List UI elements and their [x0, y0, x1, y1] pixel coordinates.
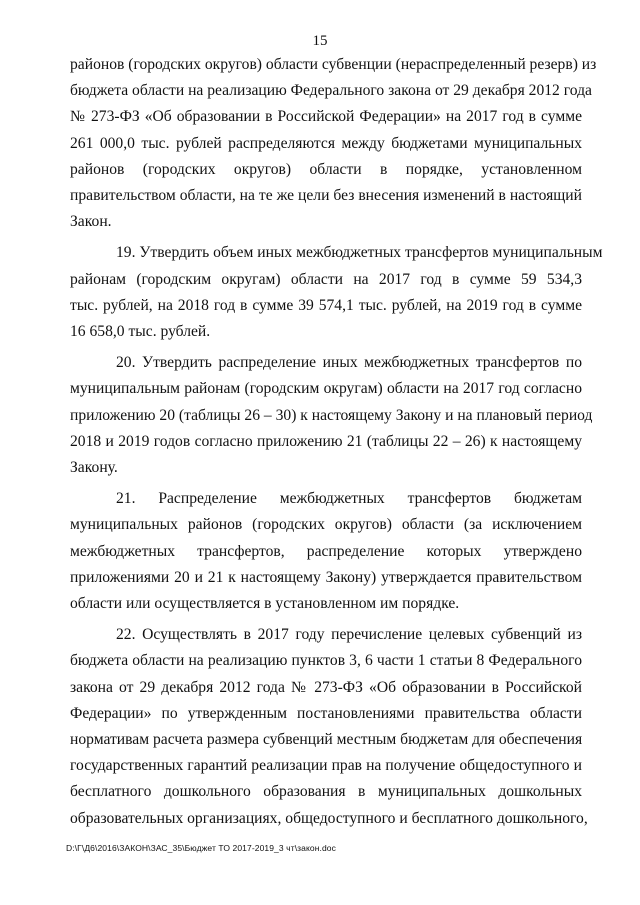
text-line: бюджета области на реализацию пунктов 3, 6 части 1 статьи 8 Федерального [70, 652, 582, 670]
text-line: тыс. рублей, на 2018 год в сумме 39 574,1 тыс. рублей, на 2019 год в сумме [70, 296, 582, 314]
text-line: государственных гарантий реализации прав на получение общедоступного и [70, 757, 582, 775]
page-number: 15 [312, 33, 328, 49]
text-line: районам (городским округам) области на 2017 год в сумме 59 534,3 [70, 270, 582, 288]
paragraph-item-22 [70, 622, 588, 832]
paragraph-continuation [70, 52, 597, 235]
paragraph-item-21 [70, 486, 582, 617]
text-line: правительством области, на те же цели без внесения изменений в настоящий [70, 187, 582, 205]
text-line: районов (городских округов) области субвенции (нераспределенный резерв) из [70, 56, 597, 73]
text-line: 19. Утвердить объем иных межбюджетных трансфертов муниципальным [116, 244, 603, 262]
text-line: образовательных организациях, общедоступного и бесплатного дошкольного, [70, 809, 588, 827]
text-line: 20. Утвердить распределение иных межбюджетных трансфертов по [116, 354, 582, 372]
text-line: 261 000,0 тыс. рублей распределяются между бюджетами муниципальных [70, 134, 582, 152]
text-line: районов (городских округов) области в порядке, установленном [70, 160, 582, 178]
text-line: области или осуществляется в установленном им порядке. [70, 595, 460, 613]
text-line: 2018 и 2019 годов согласно приложению 21 (таблицы 22 – 26) к настоящему [70, 432, 582, 450]
text-line: муниципальным районам (городским округам) области на 2017 год согласно [70, 380, 582, 398]
text-line: межбюджетных трансфертов, распределение которых утверждено [70, 542, 582, 560]
text-line: 16 658,0 тыс. рублей. [70, 323, 211, 341]
text-line: муниципальных районов (городских округов) области (за исключением [70, 516, 582, 534]
text-line: закона от 29 декабря 2012 года № 273-ФЗ «Об образовании в Российской [70, 678, 582, 696]
text-line: бесплатного дошкольного образования в муниципальных дошкольных [70, 783, 582, 801]
text-line: № 273-ФЗ «Об образовании в Российской Федерации» на 2017 год в сумме [70, 108, 582, 126]
text-line: Федерации» по утвержденным постановлениями правительства области [70, 704, 582, 722]
document-body [70, 52, 603, 832]
text-line: бюджета области на реализацию Федерального закона от 29 декабря 2012 года [70, 82, 592, 100]
paragraph-item-19 [70, 240, 603, 345]
text-line: нормативам расчета размера субвенций местным бюджетам для обеспечения [70, 731, 583, 749]
text-line: Закону. [70, 459, 118, 477]
text-line: Закон. [70, 213, 112, 231]
text-line: 22. Осуществлять в 2017 году перечисление целевых субвенций из [116, 626, 582, 644]
footer-file-path: D:\Г\Д6\2016\ЗАКОН\ЗАС_35\Бюджет ТО 2017-2019_3 чт\закон.doc [66, 843, 336, 853]
paragraph-item-20 [70, 350, 593, 481]
text-line: 21. Распределение межбюджетных трансфертов бюджетам [116, 490, 582, 508]
text-line: приложению 20 (таблицы 26 – 30) к настоящему Закону и на плановый период [70, 406, 593, 424]
text-line: приложениями 20 и 21 к настоящему Закону) утверждается правительством [70, 568, 582, 586]
